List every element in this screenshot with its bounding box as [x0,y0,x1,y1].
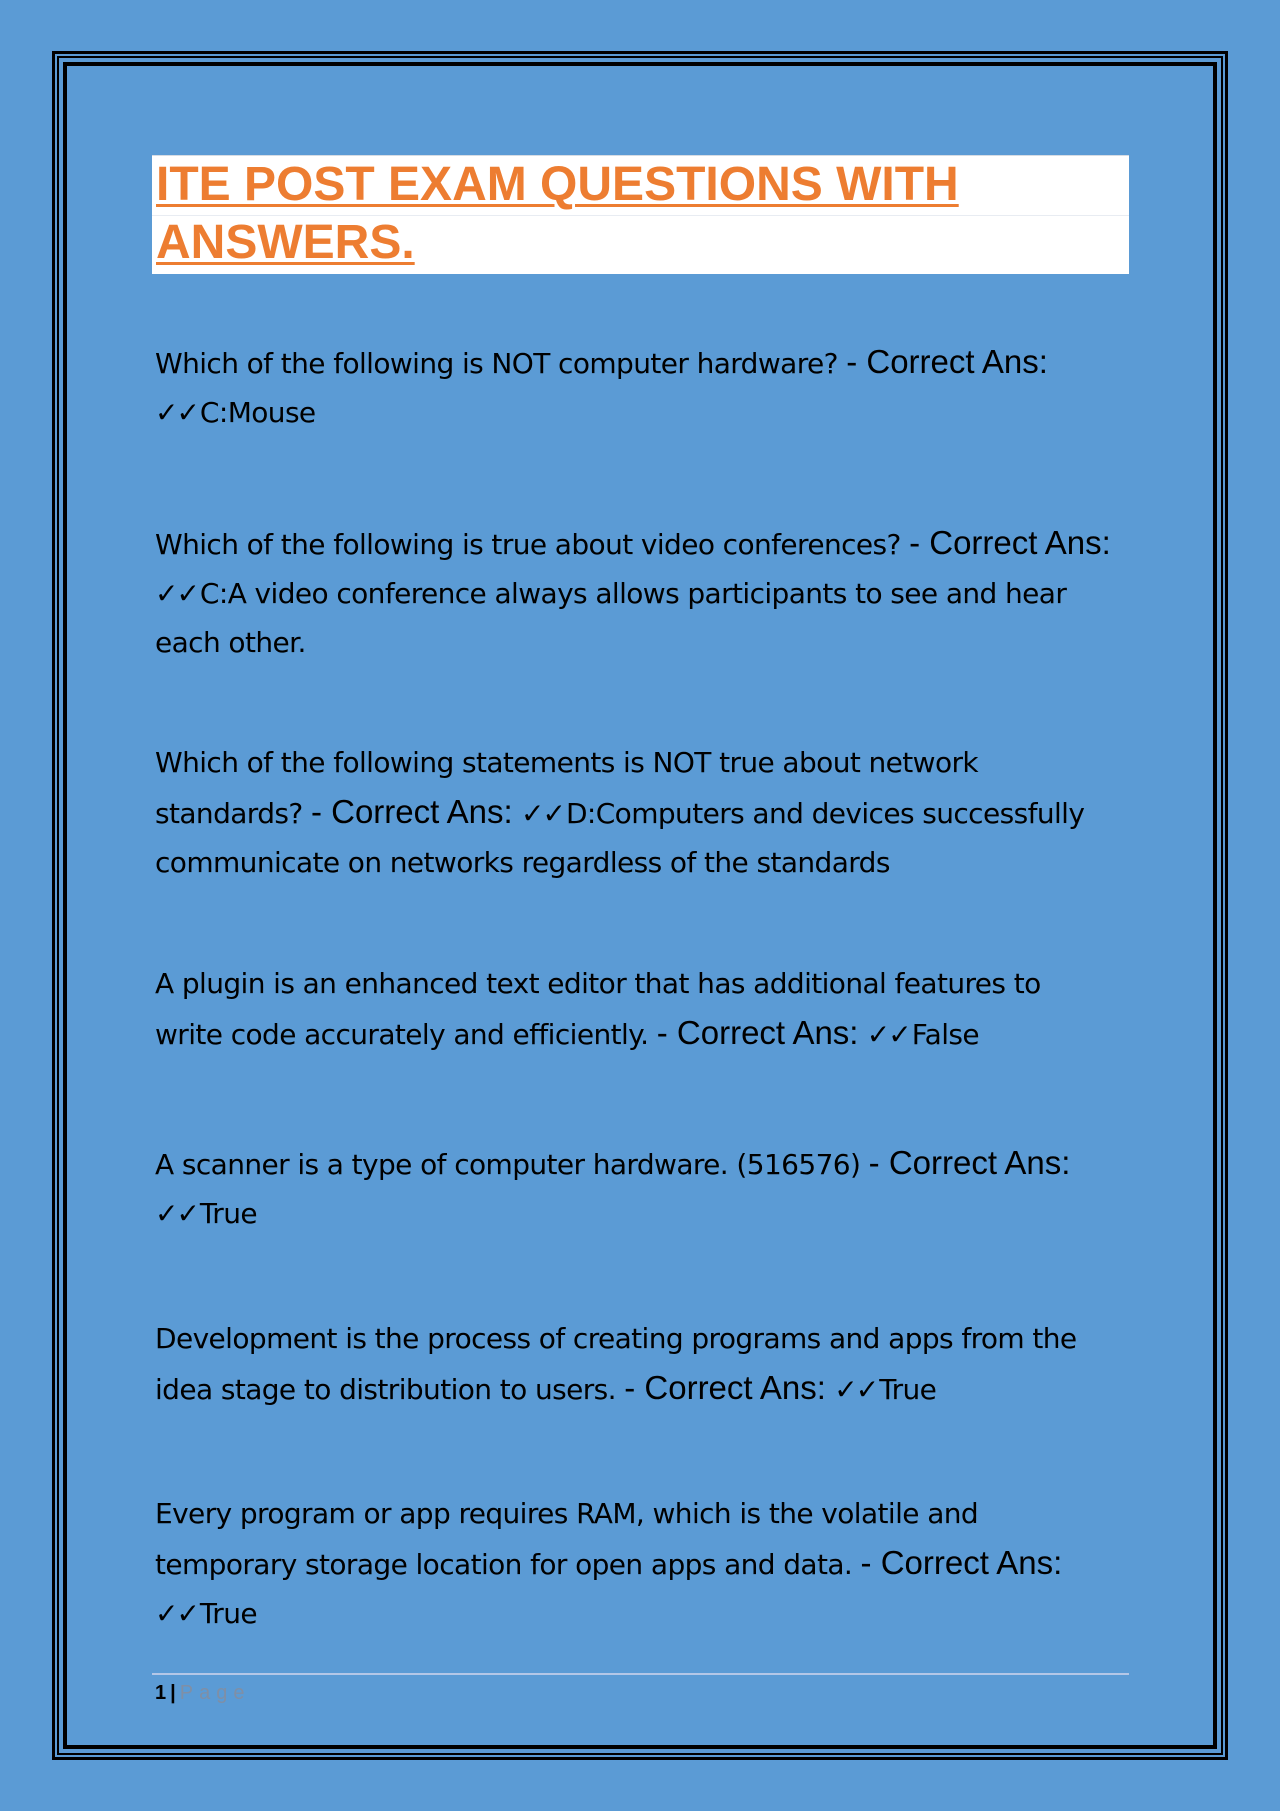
qa-item-5 [155,1138,1115,1238]
page-label: Page [179,1682,251,1704]
answer-separator: - Correct Ans: [624,1369,826,1406]
double-check-icon: ✓✓ [866,1018,910,1051]
question-text: Every program or app requires RAM, which is the volatile and temporary storage location for open apps and data. [155,1497,979,1581]
question-text: A scanner is a type of computer hardware. (516576) [155,1148,861,1181]
footer-separator: | [170,1682,176,1704]
double-check-icon: ✓✓ [521,797,564,830]
qa-item-6 [155,1314,1115,1414]
double-check-icon: ✓✓ [155,1597,198,1630]
answer-text: False [911,1018,980,1051]
double-check-icon: ✓✓ [155,1197,198,1230]
double-check-icon: ✓✓ [155,577,198,610]
question-text: Which of the following statements is NOT true about network standards? [155,746,979,830]
page-number: 1 [155,1682,167,1704]
answer-text: D:Computers and devices successfully communicate on networks regardless of the standards [155,797,1085,879]
double-check-icon: ✓✓ [155,396,198,429]
question-text: A plugin is an enhanced text editor that has additional features to write code accurately and efficiently. [155,967,1041,1051]
qa-item-2 [155,518,1115,667]
qa-item-4 [155,959,1115,1059]
question-text: Development is the process of creating programs and apps from the idea stage to distribution to users. [155,1322,1077,1406]
answer-separator: - Correct Ans: [868,1144,1071,1181]
answer-separator: - Correct Ans: [846,343,1048,380]
document-title: ITE POST EXAM QUESTIONS WITH ANSWERS. [156,158,959,269]
question-text: Which of the following is true about video conferences? [155,528,901,561]
page-footer [155,1680,250,1706]
qa-item-3 [155,738,1115,887]
answer-text: C:A video conference always allows participants to see and hear each other. [155,577,1067,659]
answer-text: True [879,1373,937,1406]
answer-text: C:Mouse [199,396,316,429]
qa-item-1 [155,337,1115,437]
answer-text: True [199,1197,257,1230]
qa-item-7 [155,1489,1115,1638]
answer-text: True [199,1597,257,1630]
double-check-icon: ✓✓ [834,1373,878,1406]
footer-divider [152,1673,1129,1675]
answer-separator: - Correct Ans: [656,1014,859,1051]
answer-separator: - Correct Ans: [860,1544,1063,1581]
answer-separator: - Correct Ans: [909,524,1111,561]
answer-separator: - Correct Ans: [310,793,513,830]
question-text: Which of the following is NOT computer hardware? [155,347,838,380]
title-box [152,155,1129,274]
